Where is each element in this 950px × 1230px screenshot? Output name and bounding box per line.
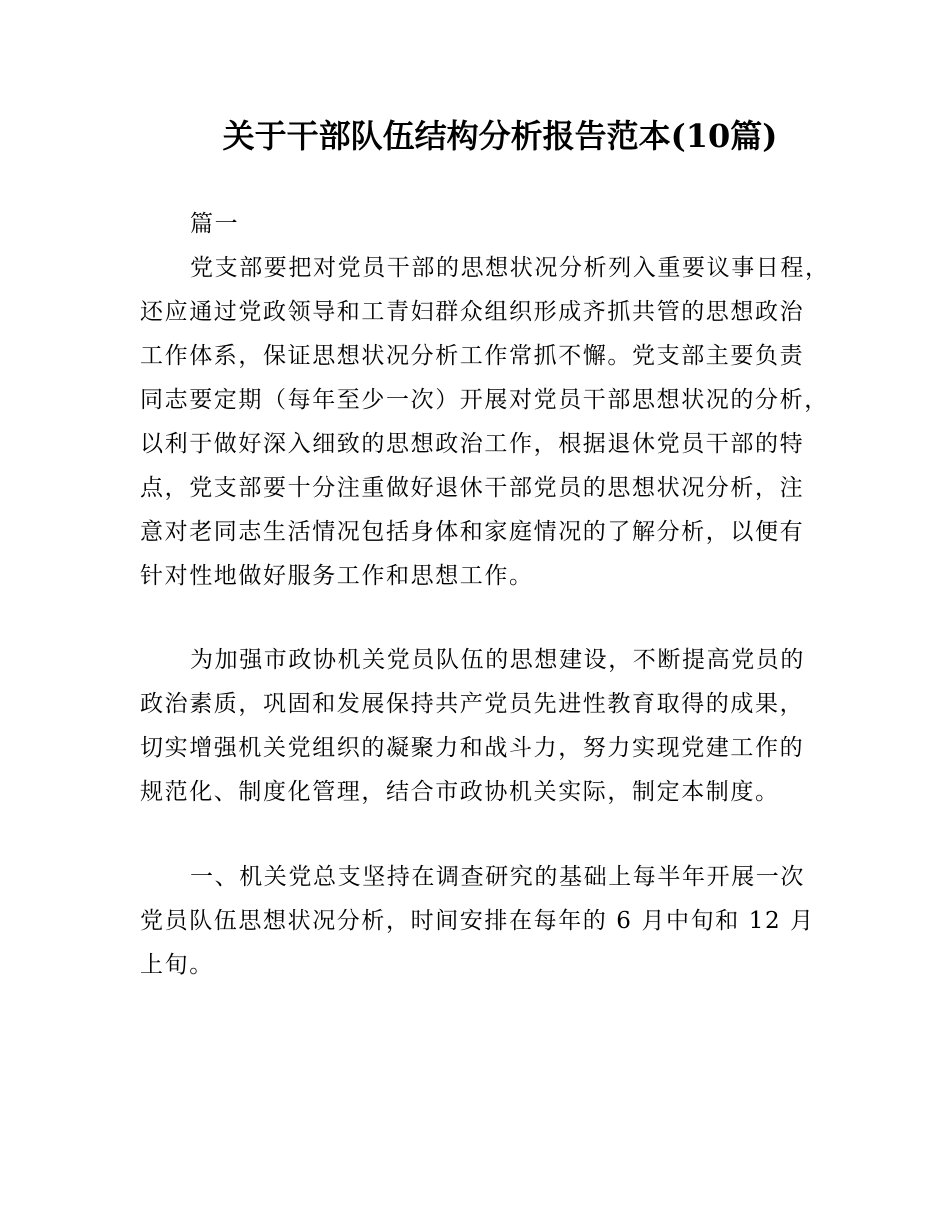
document-title: 关于干部队伍结构分析报告范本(10篇): [222, 117, 778, 155]
paragraph-line: 点，党支部要十分注重做好退休干部党员的思想状况分析，注: [140, 475, 805, 501]
paragraph-line: 一、机关党总支坚持在调查研究的基础上每半年开展一次: [190, 864, 805, 890]
paragraph-line: 党支部要把对党员干部的思想状况分析列入重要议事日程，: [190, 255, 830, 281]
paragraph: [140, 246, 830, 598]
paragraph: [140, 855, 830, 987]
paragraph-line: 工作体系，保证思想状况分析工作常抓不懈。党支部主要负责: [140, 343, 805, 369]
paragraph-line: 党员队伍思想状况分析，时间安排在每年的 6 月中旬和 12 月: [140, 908, 815, 934]
paragraph-line: 为加强市政协机关党员队伍的思想建设，不断提高党员的: [190, 647, 805, 673]
paragraph-line: 上旬。: [140, 952, 214, 978]
paragraph-line: 意对老同志生活情况包括身体和家庭情况的了解分析，以便有: [140, 519, 805, 545]
paragraph-line: 规范化、制度化管理，结合市政协机关实际，制定本制度。: [140, 779, 780, 805]
paragraph-line: 以利于做好深入细致的思想政治工作，根据退休党员干部的特: [140, 431, 805, 457]
paragraph: [140, 638, 830, 814]
section-heading: [140, 202, 830, 246]
paragraph-line: 针对性地做好服务工作和思想工作。: [140, 563, 534, 589]
paragraph-line: 切实增强机关党组织的凝聚力和战斗力，努力实现党建工作的: [140, 735, 805, 761]
paragraph-line: 还应通过党政领导和工青妇群众组织形成齐抓共管的思想政治: [140, 299, 805, 325]
section-heading-text: 篇一: [190, 211, 240, 237]
paragraph-line: 同志要定期（每年至少一次）开展对党员干部思想状况的分析，: [140, 387, 829, 413]
paragraph-line: 政治素质，巩固和发展保持共产党员先进性教育取得的成果，: [140, 691, 805, 717]
